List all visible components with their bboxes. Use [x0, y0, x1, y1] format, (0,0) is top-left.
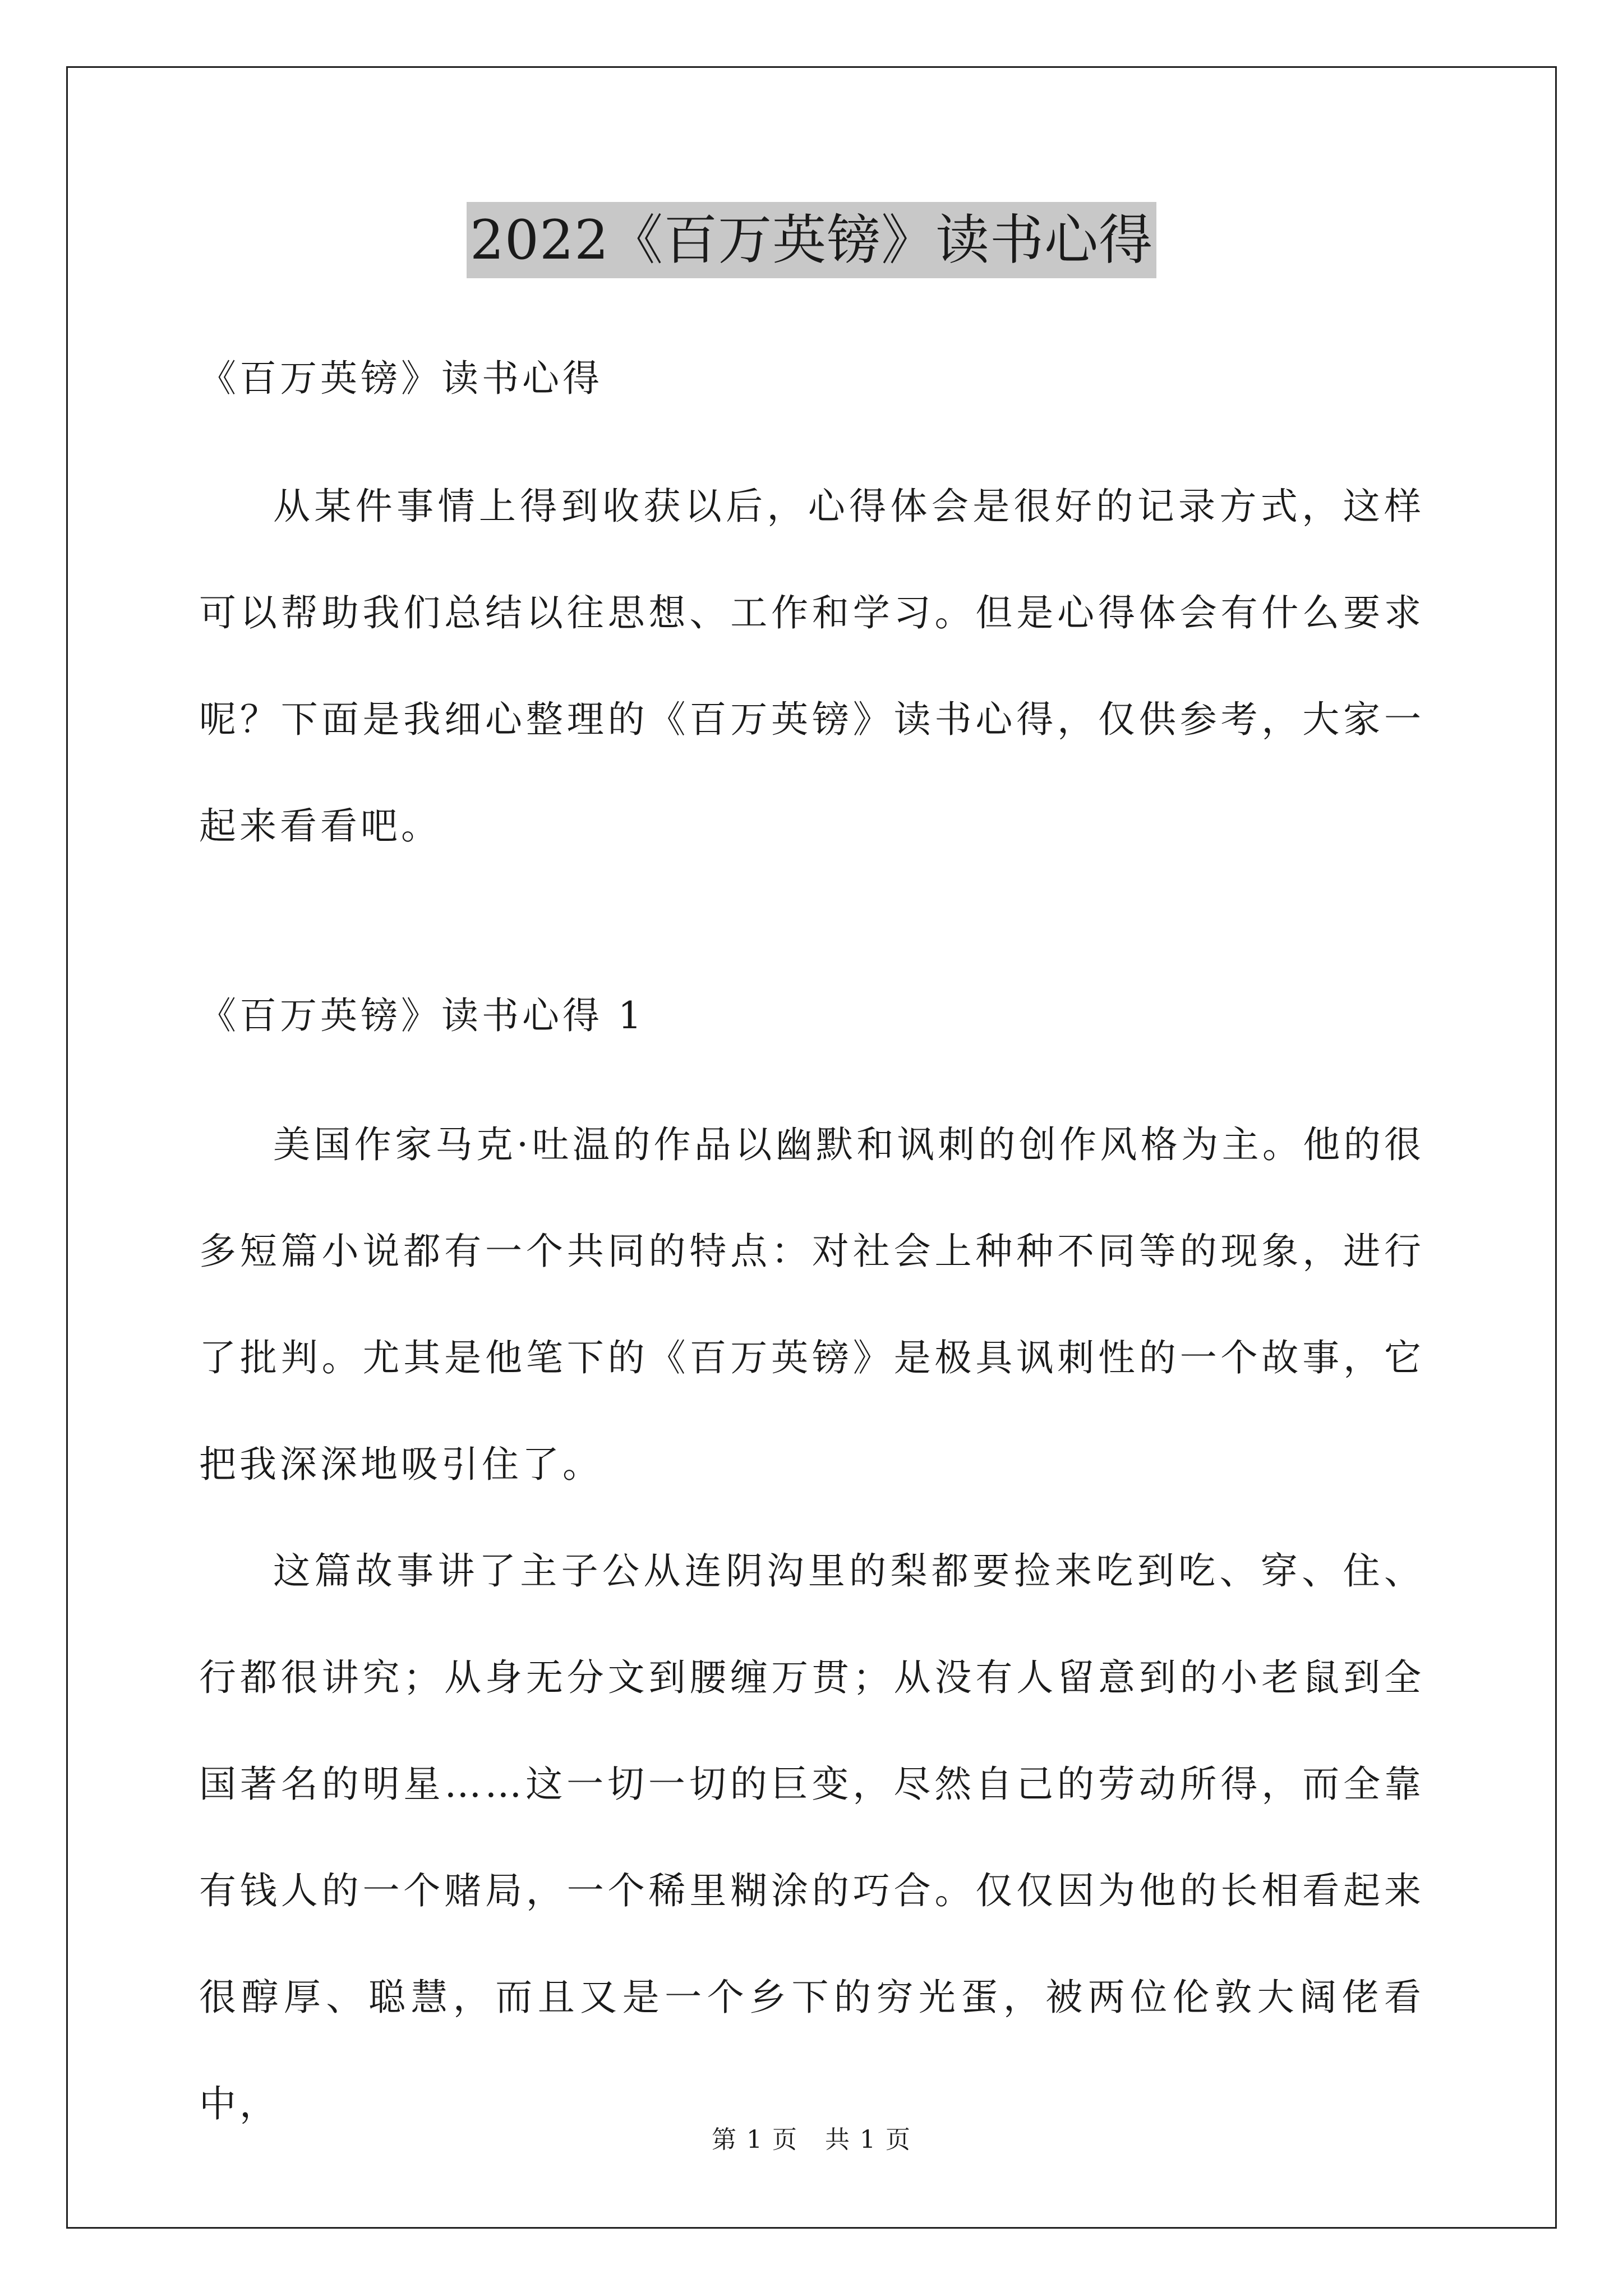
spacer	[199, 880, 1424, 979]
section-heading: 《百万英镑》读书心得 1	[199, 994, 645, 1037]
paragraph: 这篇故事讲了主子公从连阴沟里的梨都要捡来吃到吃、穿、住、行都很讲究；从身无分文到腰缠万贯；从没有人留意到的小老鼠到全国著名的明星……这一切一切的巨变，尽然自己的劳动所得，而全靠有钱人的一个赌局，一个稀里糊涂的巧合。仅仅因为他的长相看起来很醇厚、聪慧，而且又是一个乡下的穷光蛋，被两位伦敦大阔佬看中，	[199, 1549, 1424, 2125]
paragraph: 美国作家马克·吐温的作品以幽默和讽刺的创作风格为主。他的很多短篇小说都有一个共同的特点：对社会上种种不同等的现象，进行了批判。尤其是他笔下的《百万英镑》是极具讽刺性的一个故事，它把我深深地吸引住了。	[199, 1123, 1424, 1486]
page-title: 2022《百万英镑》读书心得	[467, 202, 1156, 278]
page-total: 共 1 页	[825, 2125, 911, 2154]
spacer	[199, 1052, 1424, 1092]
section-heading: 《百万英镑》读书心得	[199, 357, 603, 400]
spacer	[199, 415, 1424, 453]
document-body	[199, 342, 1424, 2157]
page-number: 第 1 页	[712, 2125, 798, 2154]
paragraph: 从某件事情上得到收获以后，心得体会是很好的记录方式，这样可以帮助我们总结以往思想、工作和学习。但是心得体会有什么要求呢？下面是我细心整理的《百万英镑》读书心得，仅供参考，大家一起来看看吧。	[199, 485, 1424, 848]
page-footer	[0, 2123, 1623, 2157]
title-wrap	[0, 202, 1623, 278]
